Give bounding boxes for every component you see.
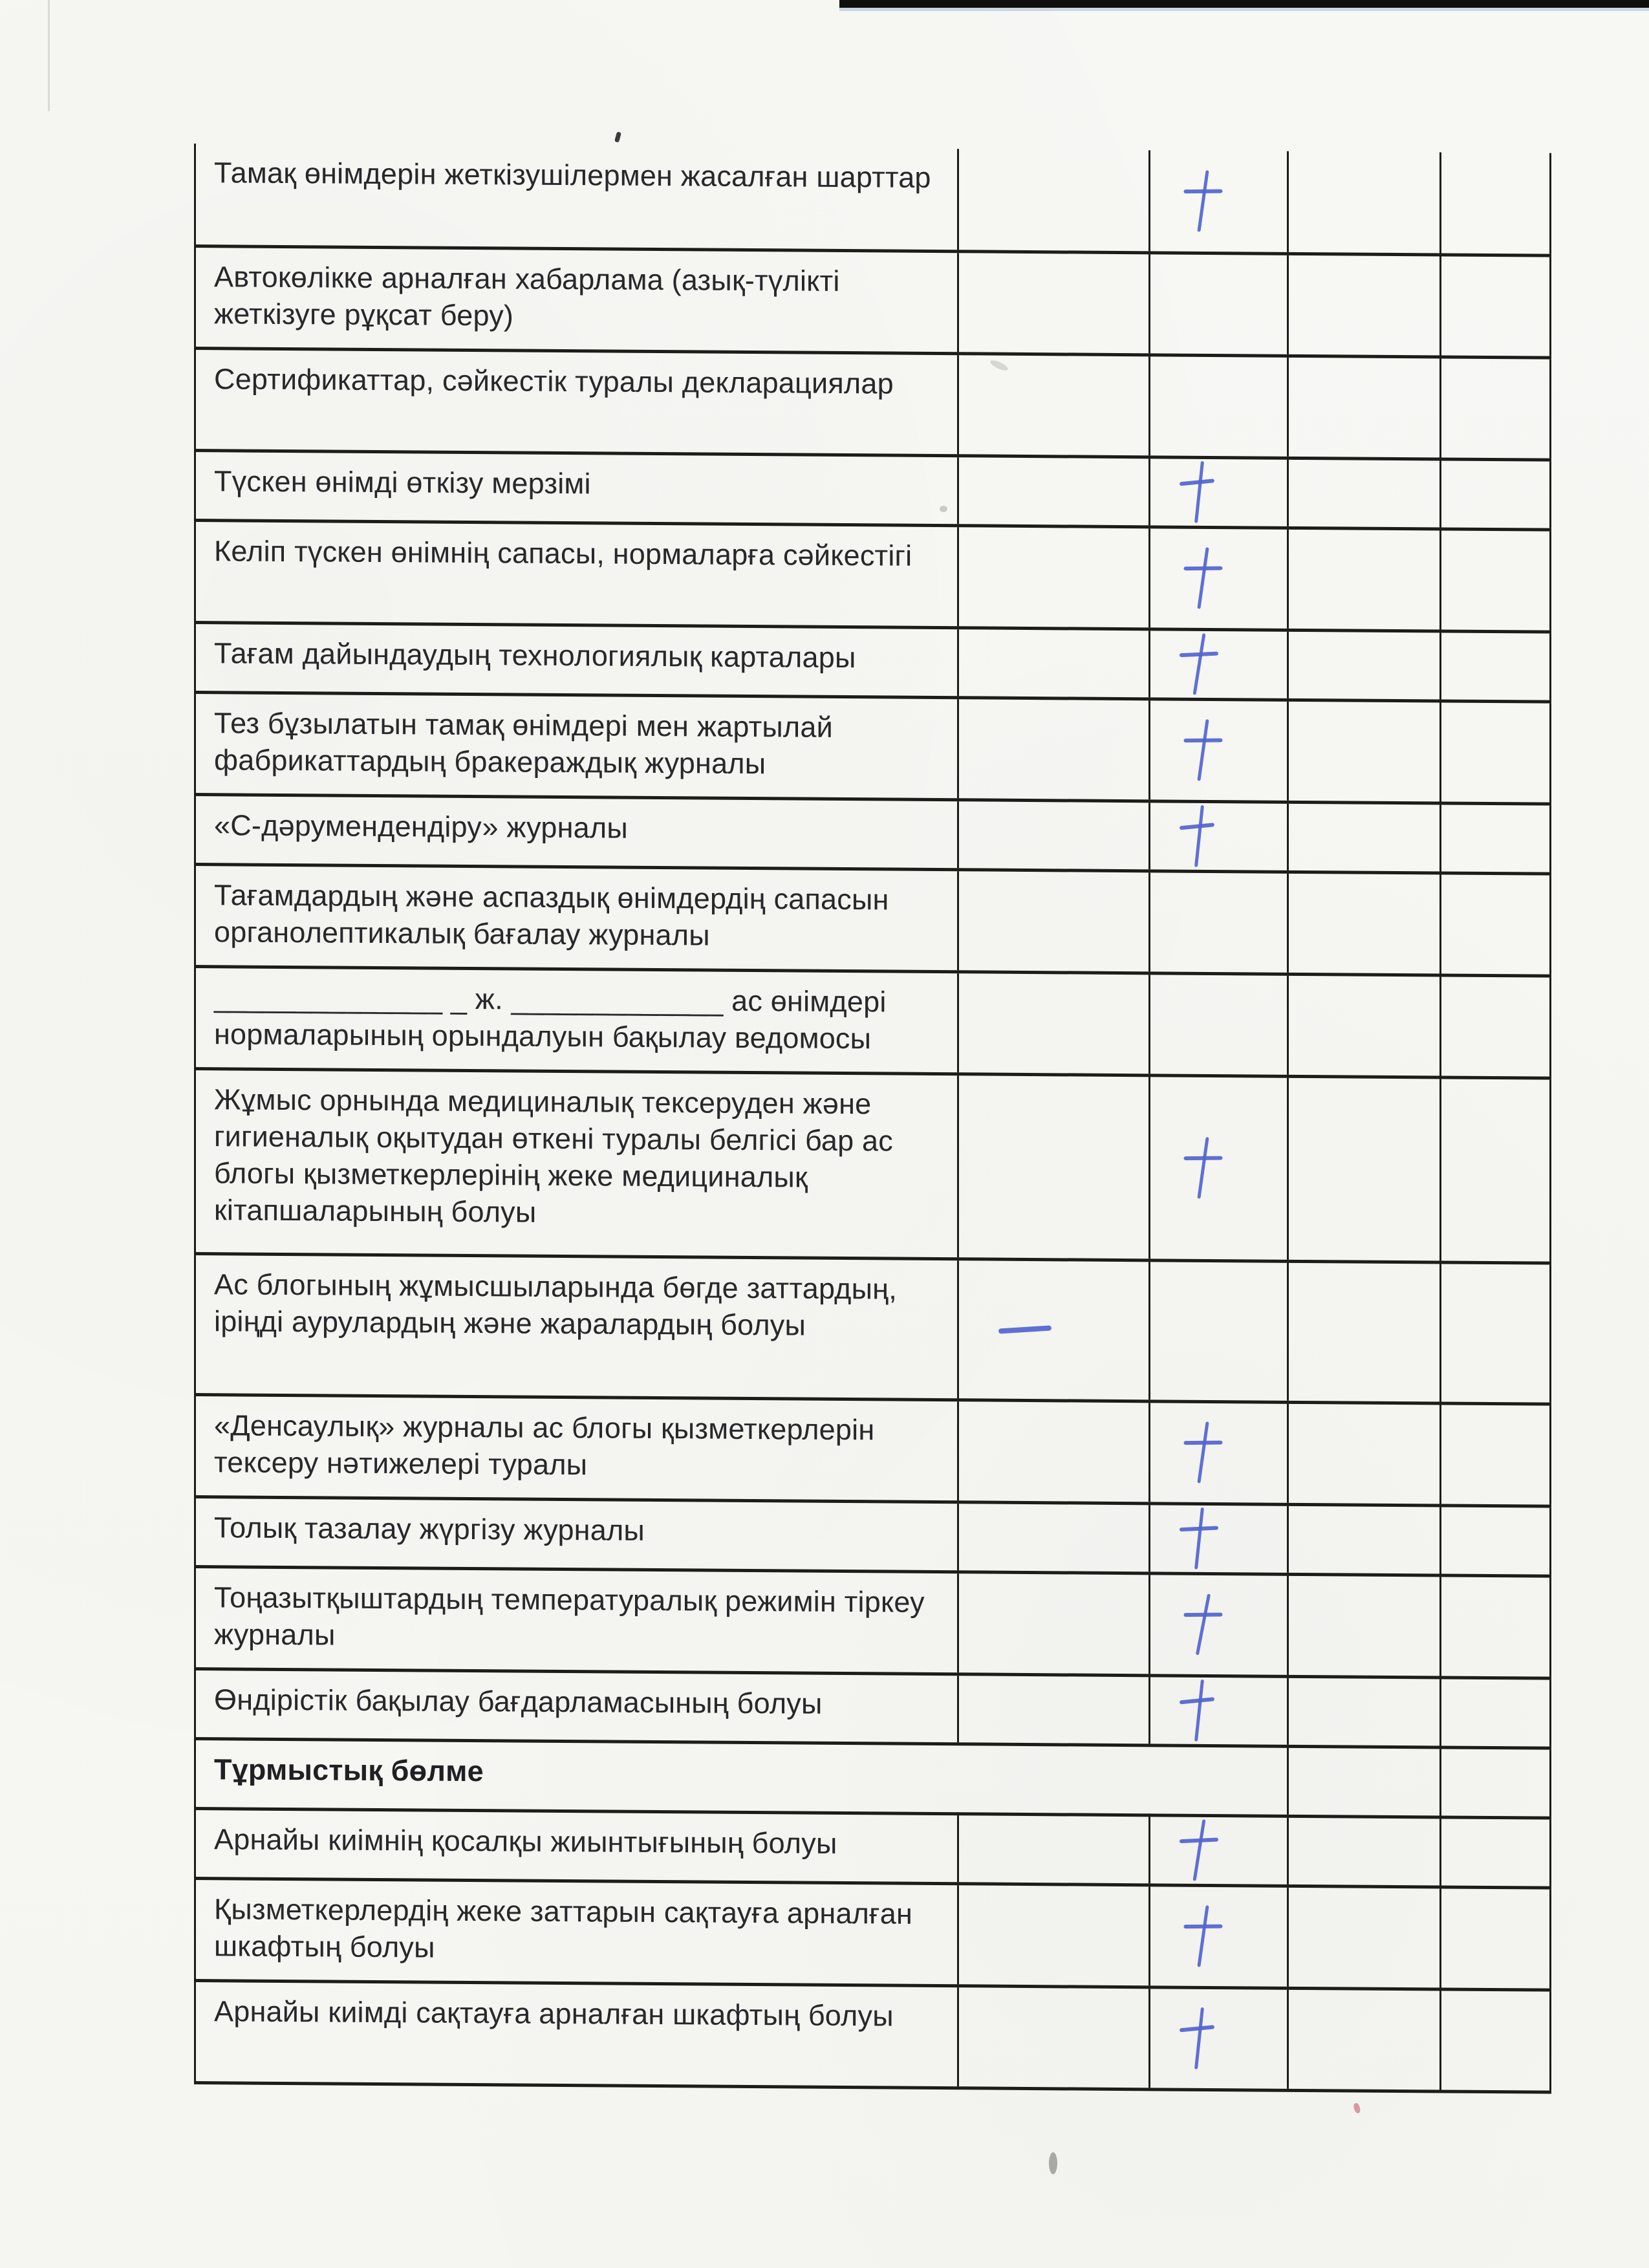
empty-cell <box>1441 1403 1551 1506</box>
table-row <box>195 1980 1551 2092</box>
handwritten-plus-mark <box>1181 1136 1225 1200</box>
empty-cell <box>1150 870 1288 973</box>
empty-cell <box>1288 1261 1441 1403</box>
table-row <box>195 348 1551 460</box>
mark-cell <box>1150 698 1288 801</box>
handwritten-plus-mark <box>1181 546 1225 610</box>
item-cell: Сертификаттар, сәйкестік туралы декларациялар <box>195 348 958 455</box>
empty-cell <box>958 869 1150 973</box>
item-cell: Түскен өнімді өткізу мерзімі <box>195 450 958 525</box>
empty-cell <box>1441 1077 1551 1262</box>
item-cell: Автокөлікке арналған хабарлама (азық-түлікті жеткізуге рұқсат беру) <box>195 246 958 353</box>
scan-speck <box>614 131 621 142</box>
mark-cell <box>1150 150 1288 253</box>
item-cell: «Денсаулық» журналы ас блогы қызметкерлерін тексеру нәтижелері туралы <box>195 1394 958 1502</box>
empty-cell <box>958 251 1150 354</box>
empty-cell <box>1441 631 1551 701</box>
empty-cell <box>1288 630 1441 701</box>
empty-cell <box>1150 354 1288 457</box>
mark-cell <box>1150 1503 1288 1573</box>
empty-cell <box>1441 254 1551 357</box>
empty-cell <box>1441 1575 1551 1678</box>
table-row <box>195 622 1551 702</box>
checklist-table <box>194 144 1551 2093</box>
handwritten-plus-mark <box>1179 805 1220 867</box>
handwritten-plus-mark <box>1181 169 1225 233</box>
table-row <box>195 1669 1551 1748</box>
empty-cell <box>1288 1816 1441 1887</box>
empty-cell <box>1150 1260 1288 1401</box>
empty-cell <box>1441 1677 1551 1747</box>
item-cell: «С-дәрумендендіру» журналы <box>195 794 958 869</box>
table-row <box>195 520 1551 632</box>
empty-cell <box>1288 802 1441 873</box>
empty-cell <box>1441 803 1551 873</box>
item-cell: Толық тазалау жүргізу журналы <box>195 1496 958 1571</box>
empty-cell <box>958 1571 1150 1675</box>
empty-cell <box>1441 528 1551 631</box>
item-cell: Ас блогының жұмысшыларында бөгде заттардың, іріңді аурулардың және жаралардың болуы <box>195 1253 958 1399</box>
empty-cell <box>1441 1989 1551 2091</box>
empty-cell <box>1288 1504 1441 1575</box>
table-row <box>195 1566 1551 1678</box>
item-cell: Тамақ өнімдерін жеткізушілермен жасалған шарттар <box>195 144 958 251</box>
handwritten-plus-mark <box>1179 633 1220 695</box>
empty-cell <box>1288 254 1441 357</box>
empty-cell <box>1441 459 1551 529</box>
item-cell: Тез бұзылатын тамақ өнімдері мен жартылай фабрикаттардың бракераждық журналы <box>195 692 958 799</box>
empty-cell <box>1441 1817 1551 1887</box>
empty-cell <box>958 799 1150 870</box>
item-cell: Тағам дайындаудың технологиялық карталары <box>195 622 958 697</box>
empty-cell <box>958 1813 1150 1885</box>
handwritten-plus-mark <box>1181 1421 1225 1485</box>
empty-cell <box>1441 1262 1551 1403</box>
empty-cell <box>1441 1886 1551 1989</box>
item-cell: Қызметкерлердің жеке заттарын сақтауға арналған шкафтың болуы <box>195 1878 958 1985</box>
empty-cell <box>958 1074 1150 1260</box>
handwritten-plus-mark <box>1179 1819 1220 1881</box>
empty-cell <box>958 149 1150 252</box>
section-title-cell: Тұрмыстық бөлме <box>195 1738 1288 1816</box>
table-row <box>195 966 1551 1078</box>
table-row <box>195 1253 1551 1404</box>
table-row <box>195 864 1551 976</box>
empty-cell <box>958 971 1150 1075</box>
item-cell: Тағамдардың және аспаздық өнімдердің сапасын органолептикалық бағалау журналы <box>195 864 958 971</box>
checklist-table-body <box>195 144 1551 2092</box>
empty-cell <box>1288 1402 1441 1506</box>
mark-cell <box>1150 1987 1288 2090</box>
empty-cell <box>1441 356 1551 459</box>
empty-cell <box>958 1985 1150 2089</box>
empty-cell <box>958 627 1150 698</box>
empty-cell <box>1441 700 1551 803</box>
handwritten-plus-mark <box>1179 2007 1220 2069</box>
scan-speck <box>1049 2152 1057 2174</box>
item-cell: Жұмыс орнында медициналық тексеруден және гигиеналық оқытудан өткені туралы белгісі бар ас блогы қызметкерлерінің жеке медициналық кітапшаларының болуы <box>195 1068 958 1258</box>
handwritten-plus-mark <box>1179 1507 1220 1570</box>
empty-cell <box>1441 872 1551 975</box>
paper-edge-line <box>48 0 50 111</box>
empty-cell <box>958 1399 1150 1503</box>
empty-cell <box>958 1502 1150 1573</box>
scan-speck <box>940 506 947 512</box>
table-row <box>195 246 1551 358</box>
empty-cell <box>1288 700 1441 803</box>
mark-cell <box>1150 457 1288 527</box>
empty-cell <box>1288 1746 1441 1817</box>
empty-cell <box>1288 1676 1441 1747</box>
empty-cell <box>1150 252 1288 355</box>
empty-cell <box>1288 1076 1441 1262</box>
mark-cell <box>1150 1075 1288 1260</box>
empty-cell <box>1288 1886 1441 1989</box>
mark-cell <box>958 1258 1150 1401</box>
scan-speck <box>1353 2102 1362 2114</box>
table-row <box>195 1808 1551 1888</box>
empty-cell <box>1288 528 1441 631</box>
empty-cell <box>1441 975 1551 1077</box>
table-row <box>195 1496 1551 1576</box>
empty-cell <box>1288 151 1441 255</box>
empty-cell <box>958 697 1150 801</box>
item-cell: Тоңазытқыштардың температуралық режимін тіркеу журналы <box>195 1566 958 1674</box>
mark-cell <box>1150 629 1288 699</box>
table-row <box>195 692 1551 804</box>
handwritten-plus-mark <box>1179 461 1220 523</box>
table-row <box>195 1394 1551 1506</box>
item-cell: Келіп түскен өнімнің сапасы, нормаларға сәйкестігі <box>195 520 958 627</box>
handwritten-plus-mark <box>1181 718 1225 783</box>
empty-cell <box>958 1674 1150 1745</box>
item-cell: Арнайы киімнің қосалқы жиынтығының болуы <box>195 1808 958 1883</box>
handwritten-plus-mark <box>1181 1593 1225 1657</box>
empty-cell <box>1288 872 1441 975</box>
handwritten-plus-mark <box>1179 1679 1220 1742</box>
mark-cell <box>1150 1815 1288 1885</box>
empty-cell <box>1288 356 1441 459</box>
empty-cell <box>1150 973 1288 1075</box>
table-row <box>195 1068 1551 1263</box>
empty-cell <box>1288 974 1441 1077</box>
table-row <box>195 794 1551 874</box>
section-row <box>195 1738 1551 1818</box>
item-cell: ______________ _ ж. _____________ ас өнімдері нормаларының орындалуын бақылау ведомосы <box>195 966 958 1074</box>
mark-cell <box>1150 1573 1288 1676</box>
handwritten-plus-mark <box>1181 1905 1225 1969</box>
empty-cell <box>958 1883 1150 1987</box>
item-cell: Өндірістік бақылау бағдарламасының болуы <box>195 1669 958 1744</box>
empty-cell <box>1441 1505 1551 1575</box>
table-row <box>195 144 1551 255</box>
mark-cell <box>1150 1401 1288 1504</box>
empty-cell <box>1441 1747 1551 1817</box>
item-cell: Арнайы киімді сақтауға арналған шкафтың болуы <box>195 1980 958 2088</box>
checklist-table-grid <box>194 144 1551 2093</box>
empty-cell <box>1288 1988 1441 2091</box>
mark-cell <box>1150 1885 1288 1987</box>
scanner-edge-artifact <box>839 0 1649 8</box>
empty-cell <box>1288 458 1441 529</box>
handwritten-minus-mark <box>998 1325 1051 1334</box>
empty-cell <box>1441 152 1551 255</box>
empty-cell <box>1288 1574 1441 1678</box>
table-row <box>195 1878 1551 1990</box>
empty-cell <box>958 525 1150 629</box>
empty-cell <box>958 455 1150 526</box>
mark-cell <box>1150 801 1288 871</box>
table-row <box>195 450 1551 530</box>
empty-cell <box>958 353 1150 457</box>
mark-cell <box>1150 1675 1288 1745</box>
mark-cell <box>1150 526 1288 629</box>
